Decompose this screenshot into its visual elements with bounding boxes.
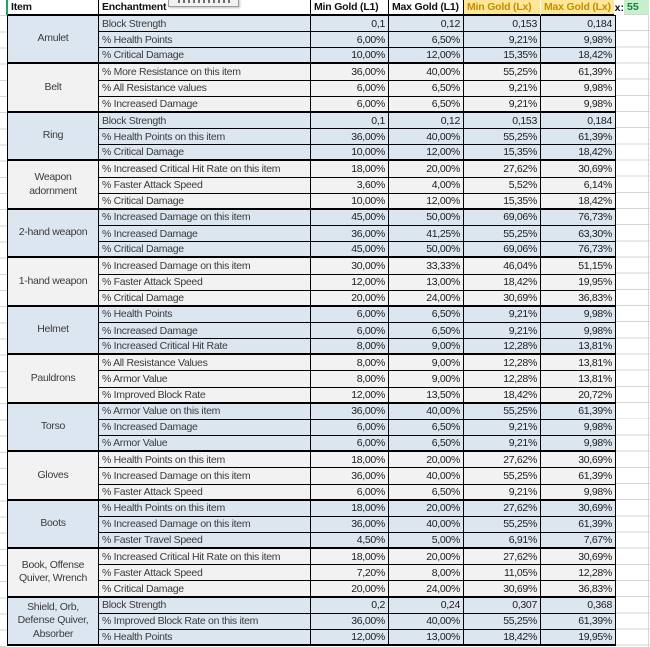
value-cell[interactable]: 55,25% [464,517,541,533]
value-cell[interactable]: 20,00% [311,581,389,597]
value-cell[interactable]: 0,24 [389,598,464,614]
enchantment-cell[interactable]: % Faster Travel Speed [99,533,311,549]
value-cell[interactable]: 51,15% [541,258,616,274]
value-cell[interactable]: 20,00% [311,291,389,307]
enchantment-cell[interactable]: % Increased Damage on this item [99,210,311,226]
value-cell[interactable]: 18,00% [311,501,389,517]
enchantment-cell[interactable]: % Health Points on this item [99,129,311,145]
value-cell[interactable]: 36,00% [311,64,389,80]
clipped-text-marks [178,0,230,3]
value-cell[interactable]: 61,39% [541,64,616,80]
enchantment-cell[interactable]: % Critical Damage [99,242,311,258]
value-cell[interactable]: 9,21% [464,420,541,436]
enchantment-cell[interactable]: % Armor Value [99,371,311,387]
value-cell[interactable]: 15,35% [464,145,541,161]
enchantment-cell[interactable]: % Critical Damage [99,194,311,210]
enchantment-cell[interactable]: % Faster Attack Speed [99,485,311,501]
value-cell[interactable]: 6,91% [464,533,541,549]
header-max-gold-l1[interactable]: Max Gold (L1) [389,0,464,16]
value-cell[interactable]: 5,52% [464,178,541,194]
value-cell[interactable]: 18,42% [464,388,541,404]
item-cell[interactable]: Ring [8,113,99,161]
enchantment-cell[interactable]: % Critical Damage [99,48,311,64]
value-cell[interactable]: 9,98% [541,420,616,436]
value-cell[interactable]: 36,00% [311,517,389,533]
value-cell[interactable]: 9,98% [541,485,616,501]
value-cell[interactable]: 30,69% [464,581,541,597]
value-cell[interactable]: 18,42% [464,275,541,291]
item-group [8,16,616,64]
value-cell[interactable]: 40,00% [389,614,464,630]
item-cell[interactable]: Weapon adornment [8,161,99,209]
enchantment-cell[interactable]: % Increased Damage [99,226,311,242]
right-margin-cells [615,15,650,647]
value-cell[interactable]: 9,21% [464,81,541,97]
enchantment-cell[interactable]: % Faster Attack Speed [99,275,311,291]
table-body [8,16,616,646]
enchantment-cell[interactable]: Block Strength [99,16,311,32]
header-enchantment[interactable]: Enchantment [99,0,311,16]
value-cell[interactable]: 19,95% [541,630,616,646]
value-cell[interactable]: 11,05% [464,565,541,581]
value-cell[interactable]: 20,00% [389,161,464,177]
item-cell[interactable]: Belt [8,64,99,112]
item-group [8,210,616,258]
value-cell[interactable]: 12,00% [389,194,464,210]
enchantment-cell[interactable]: % Increased Damage [99,97,311,113]
value-cell[interactable]: 13,81% [541,371,616,387]
enchantment-cell[interactable]: % Faster Attack Speed [99,565,311,581]
value-cell[interactable]: 33,33% [389,258,464,274]
value-cell[interactable]: 76,73% [541,210,616,226]
value-cell[interactable]: 36,00% [311,468,389,484]
enchantment-cell[interactable]: % Improved Block Rate [99,388,311,404]
value-cell[interactable]: 0,307 [464,598,541,614]
value-cell[interactable]: 50,00% [389,210,464,226]
value-cell[interactable]: 50,00% [389,242,464,258]
enchantment-cell[interactable]: % Increased Critical Hit Rate on this item [99,549,311,565]
value-cell[interactable]: 6,50% [389,436,464,452]
value-cell[interactable]: 6,50% [389,323,464,339]
item-group [8,501,616,549]
value-cell[interactable]: 24,00% [389,581,464,597]
item-cell[interactable]: Helmet [8,307,99,355]
enchantment-cell[interactable]: % Armor Value on this item [99,404,311,420]
value-cell[interactable]: 40,00% [389,64,464,80]
value-cell[interactable]: 6,50% [389,307,464,323]
value-cell[interactable]: 6,50% [389,81,464,97]
value-cell[interactable]: 69,06% [464,210,541,226]
value-cell[interactable]: 20,00% [389,549,464,565]
header-min-gold-l1[interactable]: Min Gold (L1) [311,0,389,16]
enchantment-cell[interactable]: Block Strength [99,598,311,614]
value-cell[interactable]: 9,98% [541,97,616,113]
value-cell[interactable]: 9,98% [541,323,616,339]
value-cell[interactable]: 13,00% [389,275,464,291]
item-cell[interactable]: Boots [8,501,99,549]
value-cell[interactable]: 8,00% [389,565,464,581]
value-cell[interactable]: 18,00% [311,452,389,468]
value-cell[interactable]: 6,00% [311,485,389,501]
value-cell[interactable]: 45,00% [311,242,389,258]
enchantment-cell[interactable]: % Increased Damage on this item [99,517,311,533]
value-cell[interactable]: 6,00% [311,420,389,436]
enchantment-cell[interactable]: % Critical Damage [99,581,311,597]
enchantment-cell[interactable]: % Health Points on this item [99,452,311,468]
item-cell[interactable]: Pauldrons [8,355,99,403]
value-cell[interactable]: 0,1 [311,113,389,129]
value-cell[interactable]: 13,00% [389,630,464,646]
enchantment-cell[interactable]: % All Resistance values [99,81,311,97]
value-cell[interactable]: 15,35% [464,48,541,64]
value-cell[interactable]: 12,00% [311,630,389,646]
value-cell[interactable]: 6,50% [389,97,464,113]
value-cell[interactable]: 12,28% [464,355,541,371]
value-cell[interactable]: 10,00% [311,194,389,210]
value-cell[interactable]: 61,39% [541,129,616,145]
value-cell[interactable]: 6,50% [389,420,464,436]
value-cell[interactable]: 6,00% [311,323,389,339]
value-cell[interactable]: 40,00% [389,468,464,484]
value-cell[interactable]: 9,98% [541,307,616,323]
value-cell[interactable]: 9,98% [541,32,616,48]
item-cell[interactable]: Torso [8,404,99,452]
item-cell[interactable]: Book, Offense Quiver, Wrench [8,549,99,597]
value-cell[interactable]: 9,21% [464,436,541,452]
header-item[interactable]: Item [8,0,99,16]
value-cell[interactable]: 27,62% [464,161,541,177]
value-cell[interactable]: 30,00% [311,258,389,274]
enchantment-cell[interactable]: % Increased Damage [99,323,311,339]
value-cell[interactable]: 27,62% [464,549,541,565]
selection-accent-line [6,0,8,15]
item-group [8,452,616,500]
item-group [8,113,616,161]
value-cell[interactable]: 9,00% [389,339,464,355]
value-cell[interactable]: 55,25% [464,226,541,242]
value-cell[interactable]: 9,21% [464,307,541,323]
value-cell[interactable]: 76,73% [541,242,616,258]
enchantment-cell[interactable]: % Critical Damage [99,291,311,307]
value-cell[interactable]: 6,50% [389,32,464,48]
value-cell[interactable]: 55,25% [464,404,541,420]
item-group [8,355,616,403]
value-cell[interactable]: 4,50% [311,533,389,549]
enchantment-cell[interactable]: % Improved Block Rate on this item [99,614,311,630]
value-cell[interactable]: 61,39% [541,468,616,484]
value-cell[interactable]: 19,95% [541,275,616,291]
value-cell[interactable]: 36,00% [311,404,389,420]
value-cell[interactable]: 18,00% [311,549,389,565]
value-cell[interactable]: 0,12 [389,113,464,129]
value-cell[interactable]: 12,00% [311,275,389,291]
enchantment-cell[interactable]: % Faster Attack Speed [99,178,311,194]
enchantment-cell[interactable]: % Increased Damage on this item [99,258,311,274]
value-cell[interactable]: 6,50% [389,485,464,501]
value-cell[interactable]: 40,00% [389,517,464,533]
value-cell[interactable]: 18,42% [541,194,616,210]
enchantment-cell[interactable]: Block Strength [99,113,311,129]
value-cell[interactable]: 6,14% [541,178,616,194]
value-cell[interactable]: 0,12 [389,16,464,32]
value-cell[interactable]: 13,81% [541,339,616,355]
value-cell[interactable]: 27,62% [464,501,541,517]
value-cell[interactable]: 41,25% [389,226,464,242]
value-cell[interactable]: 18,42% [541,145,616,161]
value-cell[interactable]: 45,00% [311,210,389,226]
value-cell[interactable]: 0,184 [541,113,616,129]
value-cell[interactable]: 12,28% [464,339,541,355]
item-group [8,549,616,597]
enchantment-cell[interactable]: % Health Points on this item [99,501,311,517]
item-cell[interactable]: Amulet [8,16,99,64]
value-cell[interactable]: 55,25% [464,468,541,484]
value-cell[interactable]: 55,25% [464,64,541,80]
value-cell[interactable]: 30,69% [541,452,616,468]
value-cell[interactable]: 12,00% [311,388,389,404]
enchantment-cell[interactable]: % Increased Damage on this item [99,468,311,484]
value-cell[interactable]: 30,69% [541,161,616,177]
value-cell[interactable]: 6,00% [311,97,389,113]
enchantment-cell[interactable]: % Health Points [99,630,311,646]
item-group [8,598,616,646]
value-cell[interactable]: 61,39% [541,517,616,533]
value-cell[interactable]: 8,00% [311,339,389,355]
value-cell[interactable]: 69,06% [464,242,541,258]
value-cell[interactable]: 0,184 [541,16,616,32]
value-cell[interactable]: 0,153 [464,16,541,32]
enchantment-table [7,0,616,646]
enchantment-cell[interactable]: % Increased Critical Hit Rate [99,339,311,355]
value-cell[interactable]: 0,153 [464,113,541,129]
item-group [8,258,616,306]
x-value-cell[interactable]: 55 [624,0,649,15]
cut-off-tooltip [168,0,239,7]
value-cell[interactable]: 61,39% [541,614,616,630]
value-cell[interactable]: 20,00% [389,452,464,468]
enchantment-cell[interactable]: % Health Points [99,32,311,48]
value-cell[interactable]: 18,42% [541,48,616,64]
value-cell[interactable]: 13,81% [541,355,616,371]
value-cell[interactable]: 63,30% [541,226,616,242]
value-cell[interactable]: 4,00% [389,178,464,194]
value-cell[interactable]: 36,00% [311,614,389,630]
value-cell[interactable]: 8,00% [311,371,389,387]
value-cell[interactable]: 61,39% [541,404,616,420]
value-cell[interactable]: 6,00% [311,81,389,97]
enchantment-cell[interactable]: % Health Points [99,307,311,323]
value-cell[interactable]: 6,00% [311,436,389,452]
item-group [8,404,616,452]
value-cell[interactable]: 55,25% [464,614,541,630]
value-cell[interactable]: 36,00% [311,226,389,242]
value-cell[interactable]: 12,28% [464,371,541,387]
value-cell[interactable]: 40,00% [389,129,464,145]
item-cell[interactable]: Gloves [8,452,99,500]
value-cell[interactable]: 3,60% [311,178,389,194]
value-cell[interactable]: 36,83% [541,291,616,307]
item-cell[interactable]: 2-hand weapon [8,210,99,258]
table-header-row [8,0,616,16]
value-cell[interactable]: 12,00% [389,48,464,64]
value-cell[interactable]: 36,00% [311,129,389,145]
value-cell[interactable]: 10,00% [311,48,389,64]
header-min-gold-lx[interactable]: Min Gold (Lx) [464,0,541,16]
value-cell[interactable]: 30,69% [541,549,616,565]
value-cell[interactable]: 9,98% [541,81,616,97]
value-cell[interactable]: 18,42% [464,630,541,646]
value-cell[interactable]: 20,00% [389,501,464,517]
enchantment-cell[interactable]: % Increased Damage [99,420,311,436]
value-cell[interactable]: 9,00% [389,371,464,387]
value-cell[interactable]: 9,98% [541,436,616,452]
value-cell[interactable]: 6,00% [311,32,389,48]
value-cell[interactable]: 6,00% [311,307,389,323]
enchantment-cell[interactable]: % Increased Critical Hit Rate on this item [99,161,311,177]
value-cell[interactable]: 9,21% [464,32,541,48]
value-cell[interactable]: 9,00% [389,355,464,371]
value-cell[interactable]: 12,28% [541,565,616,581]
value-cell[interactable]: 55,25% [464,129,541,145]
header-max-gold-lx[interactable]: Max Gold (Lx) [541,0,616,16]
value-cell[interactable]: 7,67% [541,533,616,549]
enchantment-cell[interactable]: % More Resistance on this item [99,64,311,80]
value-cell[interactable]: 0,2 [311,598,389,614]
value-cell[interactable]: 12,00% [389,145,464,161]
item-group [8,161,616,209]
value-cell[interactable]: 10,00% [311,145,389,161]
value-cell[interactable]: 15,35% [464,194,541,210]
value-cell[interactable]: 27,62% [464,452,541,468]
right-margin-gridline [648,15,649,647]
item-cell[interactable]: 1-hand weapon [8,258,99,306]
item-group [8,307,616,355]
value-cell[interactable]: 0,368 [541,598,616,614]
value-cell[interactable]: 7,20% [311,565,389,581]
enchantment-cell[interactable]: % All Resistance Values [99,355,311,371]
value-cell[interactable]: 30,69% [541,501,616,517]
value-cell[interactable]: 46,04% [464,258,541,274]
value-cell[interactable]: 18,00% [311,161,389,177]
value-cell[interactable]: 20,72% [541,388,616,404]
value-cell[interactable]: 36,83% [541,581,616,597]
value-cell[interactable]: 8,00% [311,355,389,371]
enchantment-cell[interactable]: % Armor Value [99,436,311,452]
value-cell[interactable]: 9,21% [464,485,541,501]
value-cell[interactable]: 9,21% [464,323,541,339]
value-cell[interactable]: 13,50% [389,388,464,404]
value-cell[interactable]: 5,00% [389,533,464,549]
item-group [8,64,616,112]
x-label-cell[interactable]: x: [614,1,624,14]
value-cell[interactable]: 9,21% [464,97,541,113]
value-cell[interactable]: 40,00% [389,404,464,420]
enchantment-cell[interactable]: % Critical Damage [99,145,311,161]
value-cell[interactable]: 0,1 [311,16,389,32]
value-cell[interactable]: 30,69% [464,291,541,307]
value-cell[interactable]: 24,00% [389,291,464,307]
column-a-sliver [0,0,7,647]
item-cell[interactable]: Shield, Orb, Defense Quiver, Absorber [8,598,99,646]
